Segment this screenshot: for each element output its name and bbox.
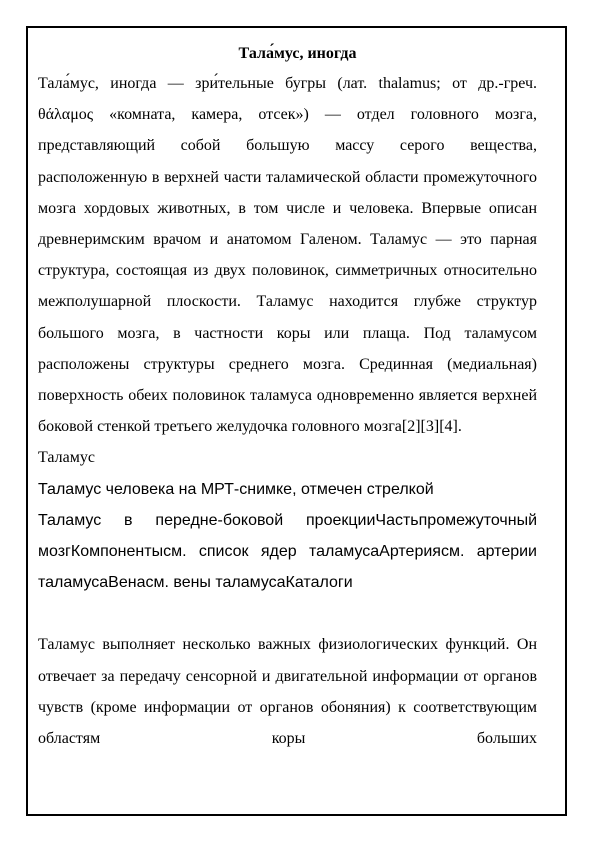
infobox-title: Таламус	[38, 449, 95, 467]
infobox-caption: Таламус человека на МРТ-снимке, отмечен стрелкой	[38, 480, 434, 498]
infobox-details: Таламус в передне-боковой проекцииЧастьпромежуточный мозгКомпонентысм. список ядер таламусаАртериясм. артерии таламусаВенасм. вены таламусаКаталоги	[38, 511, 537, 592]
document-body	[38, 44, 537, 754]
document-title: Тала́мус, иногда	[238, 45, 357, 62]
function-paragraph: Таламус выполняет несколько важных физиологических функций. Он отвечает за передачу сенсорной и двигательной информации от органов чувств (кроме информации от органов обоняния) к соответствующим областям коры больших	[38, 636, 537, 748]
paragraph-gap	[38, 598, 537, 629]
page-frame	[26, 26, 567, 816]
intro-paragraph: Тала́мус, иногда — зри́тельные бугры (лат. thalamus; от др.-греч. θάλαμος «комната, камера, отсек») — отдел головного мозга, представляющий собой большую массу серого вещества, расположенную в верхней части таламической области промежуточного мозга хордовых животных, в том числе и человека. Впервые описан древнеримским врачом и анатомом Галеном. Таламус — это парная структура, состоящая из двух половинок, симметричных относительно межполушарной плоскости. Таламус находится глубже структур большого мозга, в частности коры или плаща. Под таламусом расположены структуры среднего мозга. Срединная (медиальная) поверхность обеих половинок таламуса одновременно является верхней боковой стенкой третьего желудочка головного мозга[2][3][4].	[38, 75, 537, 436]
